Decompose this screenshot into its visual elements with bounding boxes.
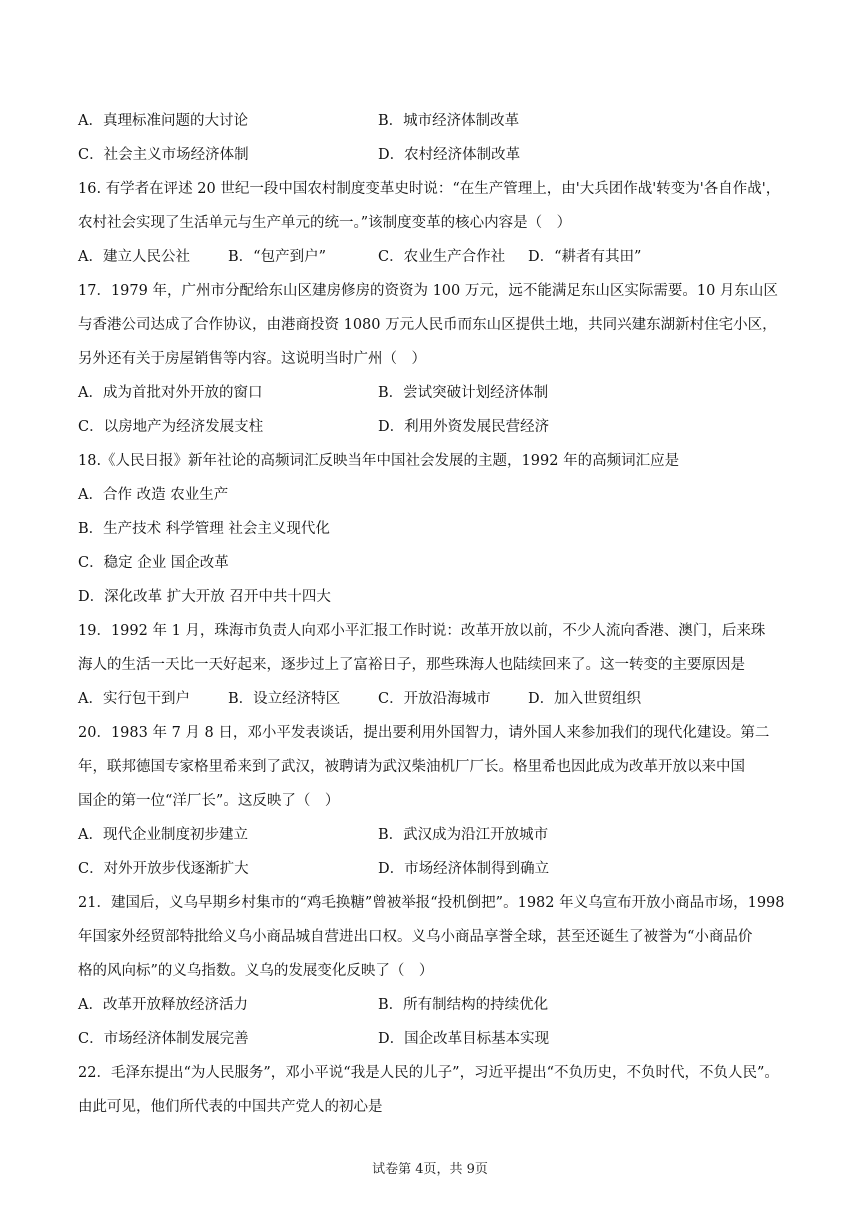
q18-option-b: B．生产技术 科学管理 社会主义现代化	[78, 521, 330, 537]
q16-option-b: B．“包产到户”	[228, 249, 326, 265]
q19-option-c: C．开放沿海城市	[378, 691, 491, 707]
q21-stem-line-3: 格的风向标”的义乌指数。义乌的发展变化反映了（ ）	[78, 963, 434, 979]
q17-option-b: B．尝试突破计划经济体制	[378, 385, 549, 401]
q19-option-d: D．加入世贸组织	[528, 691, 642, 707]
q20-stem-line-3: 国企的第一位“洋厂长”。这反映了（ ）	[78, 793, 340, 809]
q19-stem-line-1: 19．1992 年 1 月，珠海市负责人向邓小平汇报工作时说：改革开放以前，不少人流向香港、澳门，后来珠	[78, 623, 766, 639]
q20-option-c: C．对外开放步伐逐渐扩大	[78, 861, 249, 877]
q22-stem-line-1: 22．毛泽东提出“为人民服务”，邓小平说“我是人民的儿子”，习近平提出“不负历史，不负时代，不负人民”。	[78, 1065, 779, 1081]
q19-stem-line-2: 海人的生活一天比一天好起来，逐步过上了富裕日子，那些珠海人也陆续回来了。这一转变的主要原因是	[78, 657, 745, 673]
q18-stem-line-1: 18.《人民日报》新年社论的高频词汇反映当年中国社会发展的主题，1992 年的高频词汇应是	[78, 453, 680, 469]
page-footer: 试卷第 4页，共 9页	[372, 1162, 488, 1177]
q17-option-d: D．利用外资发展民营经济	[378, 419, 550, 435]
q20-stem-line-2: 年，联邦德国专家格里希来到了武汉，被聘请为武汉柴油机厂厂长。格里希也因此成为改革开放以来中国	[78, 759, 745, 775]
q17-stem-line-2: 与香港公司达成了合作协议，由港商投资 1080 万元人民币而东山区提供土地，共同兴建东湖新村住宅小区，	[78, 317, 777, 333]
q15-option-b: B．城市经济体制改革	[378, 113, 520, 129]
q21-stem-line-2: 年国家外经贸部特批给义乌小商品城自营进出口权。义乌小商品享誉全球，甚至还诞生了被誉为“小商品价	[78, 929, 753, 945]
q18-option-c: C．稳定 企业 国企改革	[78, 555, 229, 571]
q17-option-c: C．以房地产为经济发展支柱	[78, 419, 264, 435]
q19-option-b: B．设立经济特区	[228, 691, 341, 707]
q15-option-d: D．农村经济体制改革	[378, 147, 521, 163]
q21-option-a: A．改革开放释放经济活力	[78, 997, 248, 1013]
q16-option-a: A．建立人民公社	[78, 249, 190, 265]
q21-option-d: D．国企改革目标基本实现	[378, 1031, 550, 1047]
q16-stem-line-2: 农村社会实现了生活单元与生产单元的统一。”该制度变革的核心内容是（ ）	[78, 215, 572, 231]
q21-option-c: C．市场经济体制发展完善	[78, 1031, 249, 1047]
q22-stem-line-2: 由此可见，他们所代表的中国共产党人的初心是	[78, 1099, 383, 1115]
q20-stem-line-1: 20．1983 年 7 月 8 日，邓小平发表谈话，提出要利用外国智力，请外国人来参加我们的现代化建设。第二	[78, 725, 770, 741]
q17-option-a: A．成为首批对外开放的窗口	[78, 385, 263, 401]
q21-stem-line-1: 21．建国后，义乌早期乡村集市的“鸡毛换糖”曾被举报“投机倒把”。1982 年义乌宣布开放小商品市场，1998	[78, 895, 785, 911]
q19-option-a: A．实行包干到户	[78, 691, 190, 707]
q18-option-a: A．合作 改造 农业生产	[78, 487, 229, 503]
q21-option-b: B．所有制结构的持续优化	[378, 997, 549, 1013]
q15-option-c: C．社会主义市场经济体制	[78, 147, 249, 163]
q18-option-d: D．深化改革 扩大开放 召开中共十四大	[78, 589, 331, 605]
q15-option-a: A．真理标准问题的大讨论	[78, 113, 248, 129]
q16-stem-line-1: 16. 有学者在评述 20 世纪一段中国农村制度变革史时说：“在生产管理上，由'大兵团作战'转变为'各自作战'，	[78, 181, 781, 197]
q20-option-a: A．现代企业制度初步建立	[78, 827, 248, 843]
q20-option-d: D．市场经济体制得到确立	[378, 861, 550, 877]
q17-stem-line-3: 另外还有关于房屋销售等内容。这说明当时广州（ ）	[78, 351, 426, 367]
q20-option-b: B．武汉成为沿江开放城市	[378, 827, 549, 843]
q16-option-d: D．“耕者有其田”	[528, 249, 642, 265]
q16-option-c: C．农业生产合作社	[378, 249, 506, 265]
q17-stem-line-1: 17．1979 年，广州市分配给东山区建房修房的资资为 100 万元，远不能满足东山区实际需要。10 月东山区	[78, 283, 778, 299]
